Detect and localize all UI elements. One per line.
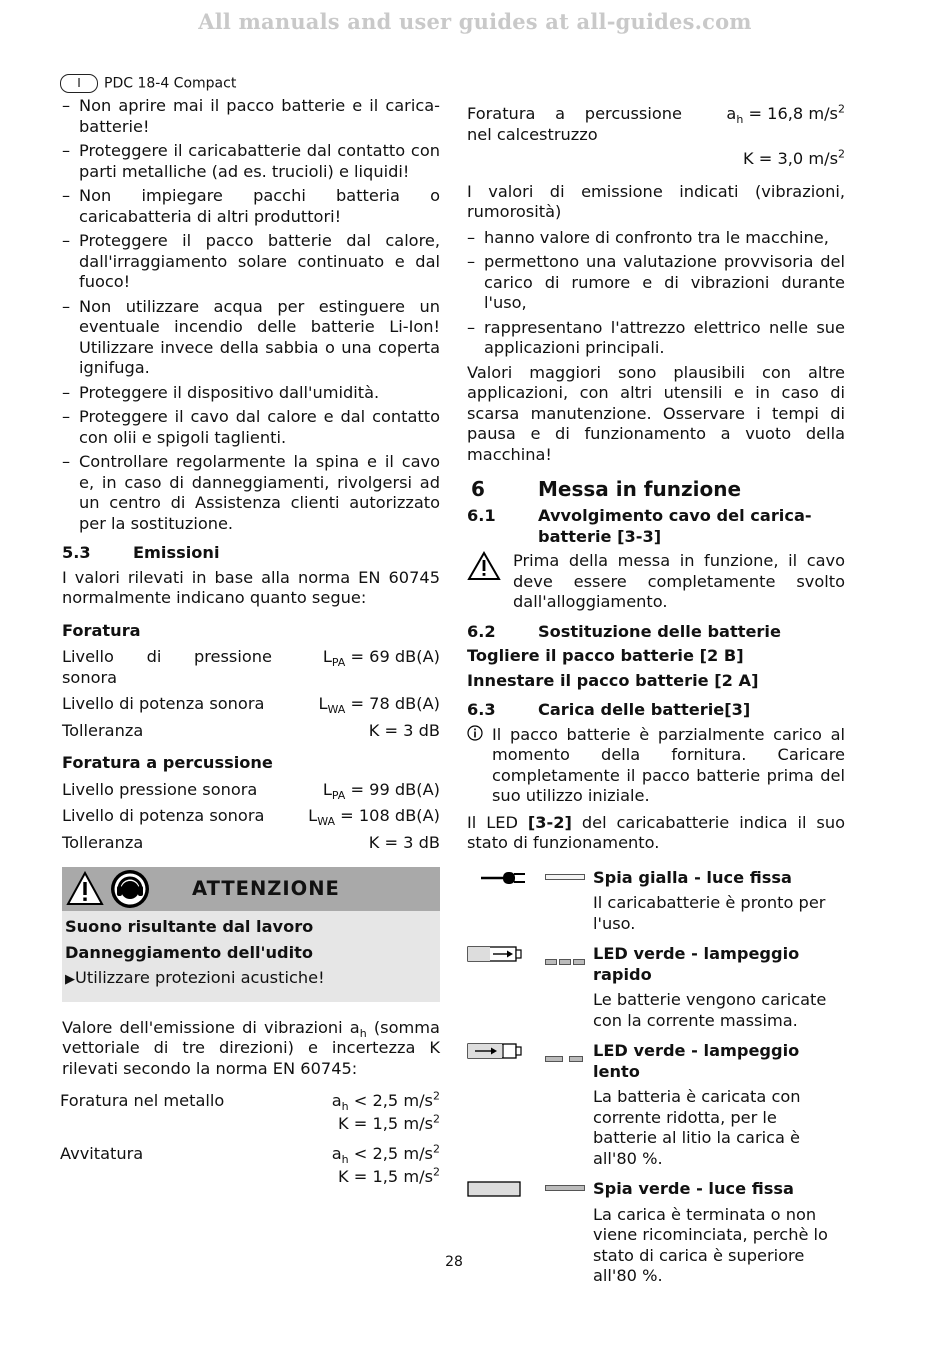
list-item: – hanno valore di confronto tra le macchine, [467,228,845,249]
model-name: PDC 18-4 Compact [104,75,237,92]
list-item: – rappresentano l'attrezzo elettrico nelle sue applicazioni principali. [467,318,845,359]
list-item: – Non utilizzare acqua per estinguere un eventuale incendio delle batterie Li-Ion! Utilizzare invece della sabbia o una coperta ignifuga. [62,297,440,379]
spec-row [62,721,440,742]
warning-action: ▶Utilizzare protezioni acustiche! [65,968,325,987]
section-number: 6.1 [467,506,496,525]
section-heading-6-2 [467,622,845,643]
list-item: – Non aprire mai il pacco batterie e il carica-batterie! [62,96,440,137]
spec-value: K = 3 dB [368,720,440,740]
spec-row [467,104,845,145]
remove-battery-step: Togliere il pacco batterie [2 B] [467,646,744,665]
led-indicator-fast-blink [545,950,585,971]
spec-label: Foratura a percussione nel calcestruzzo [467,104,682,144]
section-title: Sostituzione delle batterie [538,621,781,641]
warning-triangle-icon [467,551,513,587]
spec-value: K = 1,5 $m/s^2$ [337,1112,440,1133]
warning-body [62,911,440,1002]
spec-value: $a_h < 2,5$ $m/s^2$ [331,1142,440,1167]
language-badge: I [60,74,98,93]
led-state-item [467,944,845,1031]
spec-label: Livello di pressione sonora [62,647,272,687]
emission-note-intro: I valori di emissione indicati (vibrazioni, rumorosità) [467,181,845,221]
spec-label: Livello di potenza sonora [62,694,265,713]
list-item: – Proteggere il cavo dal calore e dal contatto con olii e spigoli taglienti. [62,407,440,448]
battery-charging-icon [467,946,523,968]
spec-row [62,806,440,827]
led-state-desc: Le batterie vengono caricate con la corrente massima. [593,990,827,1030]
led-state-desc: La batteria è caricata con corrente ridotta, per le batterie al litio la carica è all'80 %. [593,1087,801,1168]
vibration-table [62,1091,440,1187]
section-heading-6 [467,477,845,502]
spec-value: $L_{WA} = 108$ dB(A) [308,806,440,829]
led-indicator-solid [545,874,585,880]
section-number: 6.3 [467,700,496,719]
led-state-title: Spia verde - luce fissa [593,1179,794,1198]
page-number: 28 [445,1254,463,1270]
led-indicator-solid [545,1185,585,1191]
spec-row [467,149,845,170]
info-text: Il pacco batterie è parzialmente carico al momento della fornitura. Caricare completamente il pacco batterie prima del suo utilizzo iniziale. [492,724,845,805]
vibration-intro: Valore dell'emissione di vibrazioni $a_h$ (somma vettoriale di tre direzioni) e incertezza K rilevati secondo la norma EN 60745: [62,1017,440,1078]
section-number: 6.2 [467,621,496,641]
spec-value: $L_{PA} = 69$ dB(A) [322,647,440,670]
section-number: 6 [471,477,485,501]
led-state-title: LED verde - lampeggio lento [593,1041,800,1081]
emission-note-outro: Valori maggiori sono plausibili con altre applicazioni, con altri utensili e in caso di scarsa manutenzione. Osservare i tempi di pausa e di funzionamento a vuoto della macchina! [467,362,845,464]
spec-row [62,1091,440,1112]
spec-row [62,647,440,688]
ear-protection-icon [110,869,150,909]
spec-label: Livello di potenza sonora [62,806,265,825]
spec-row [62,833,440,854]
spec-row [62,1167,440,1188]
spec-value: $a_h < 2,5$ $m/s^2$ [331,1089,440,1114]
emission-list [467,228,845,359]
section-title: Emissioni [133,543,220,562]
hammer-drilling-heading: Foratura a percussione [62,753,273,772]
spec-label: Foratura nel metallo [60,1091,225,1110]
spec-value: K = 3 dB [368,832,440,852]
warning-title: ATTENZIONE [192,876,340,900]
spec-value: $L_{PA} = 99$ dB(A) [322,779,440,802]
caution-text: Prima della messa in funzione, il cavo deve essere completamente svolto dall'alloggiamento. [513,551,845,611]
list-item: – Proteggere il caricabatterie dal contatto con parti metalliche (ad es. trucioli) e liquidi! [62,141,440,182]
page-header [60,74,236,93]
watermark: All manuals and user guides at all-guides.com [198,9,752,34]
led-symbol [467,944,593,964]
caution-note [467,551,845,613]
section-heading-5-3 [62,543,440,564]
spec-label: Tolleranza [62,720,144,740]
insert-battery-step: Innestare il pacco batterie [2 A] [467,670,759,690]
led-intro: Il LED [3-2] del caricabatterie indica il suo stato di funzionamento. [467,812,845,852]
list-item: – permettono una valutazione provvisoria del carico di rumore e di vibrazioni durante l'uso, [467,252,845,314]
arrow-right-icon: ▶ [65,972,75,987]
led-state-item [467,868,845,935]
led-symbol [467,1179,593,1199]
spec-value: K = 1,5 $m/s^2$ [337,1165,440,1186]
led-state-title: Spia gialla - luce fissa [593,867,792,887]
led-indicator-slow-blink [545,1047,583,1068]
warning-line: Suono risultante dal lavoro [65,917,314,936]
list-item: – Non impiegare pacchi batteria o caricabatteria di altri produttori! [62,186,440,227]
drilling-heading: Foratura [62,620,141,640]
plug-icon [481,870,533,892]
safety-list [62,96,440,534]
left-column [62,96,440,1189]
spec-row [62,694,440,715]
spec-label: Avvitatura [60,1144,144,1163]
emission-intro: I valori rilevati in base alla norma EN 60745 normalmente indicano quanto segue: [62,567,440,607]
warning-line: Danneggiamento dell'udito [65,942,314,962]
list-item: – Proteggere il pacco batterie dal calore, dall'irraggiamento solare continuato e dal fuoco! [62,231,440,293]
warning-box [62,867,440,1002]
list-item: – Controllare regolarmente la spina e il cavo e, in caso di danneggiamenti, rivolgersi ad un centro di Assistenza clienti autorizzato per la sostituzione. [62,452,440,534]
battery-full-icon [467,1181,523,1203]
right-column [467,104,845,1287]
section-title: Carica delle batterie[3] [538,700,751,719]
led-state-desc: Il caricabatterie è pronto per l'uso. [593,893,826,933]
warning-header [62,867,440,911]
spec-label: Tolleranza [62,832,144,852]
section-title: Avvolgimento cavo del carica-batterie [3-3] [538,506,812,546]
spec-value: K = 3,0 $m/s^2$ [742,147,845,168]
led-state-desc: La carica è terminata o non viene ricominciata, perchè lo stato di carica è superiore all'80 %. [593,1204,828,1285]
led-state-title: LED verde - lampeggio rapido [593,944,800,984]
spec-row [62,1144,440,1165]
spec-value: $a_h = 16,8$ $m/s^2$ [726,102,845,127]
battery-reduced-charging-icon [467,1043,523,1065]
section-title: Messa in funzione [538,477,742,501]
section-heading-6-1 [467,506,845,547]
warning-triangle-icon [66,871,104,907]
led-state-item [467,1041,845,1169]
spec-label: Livello pressione sonora [62,779,258,799]
led-symbol [467,1041,593,1061]
spec-value: $L_{WA} = 78$ dB(A) [318,694,440,717]
section-number: 5.3 [62,543,91,562]
info-note [467,725,845,807]
info-icon [467,725,492,747]
list-item: – Proteggere il dispositivo dall'umidità. [62,383,440,404]
led-symbol [467,868,593,888]
spec-row [62,1114,440,1135]
spec-row [62,780,440,801]
section-heading-6-3 [467,700,845,721]
